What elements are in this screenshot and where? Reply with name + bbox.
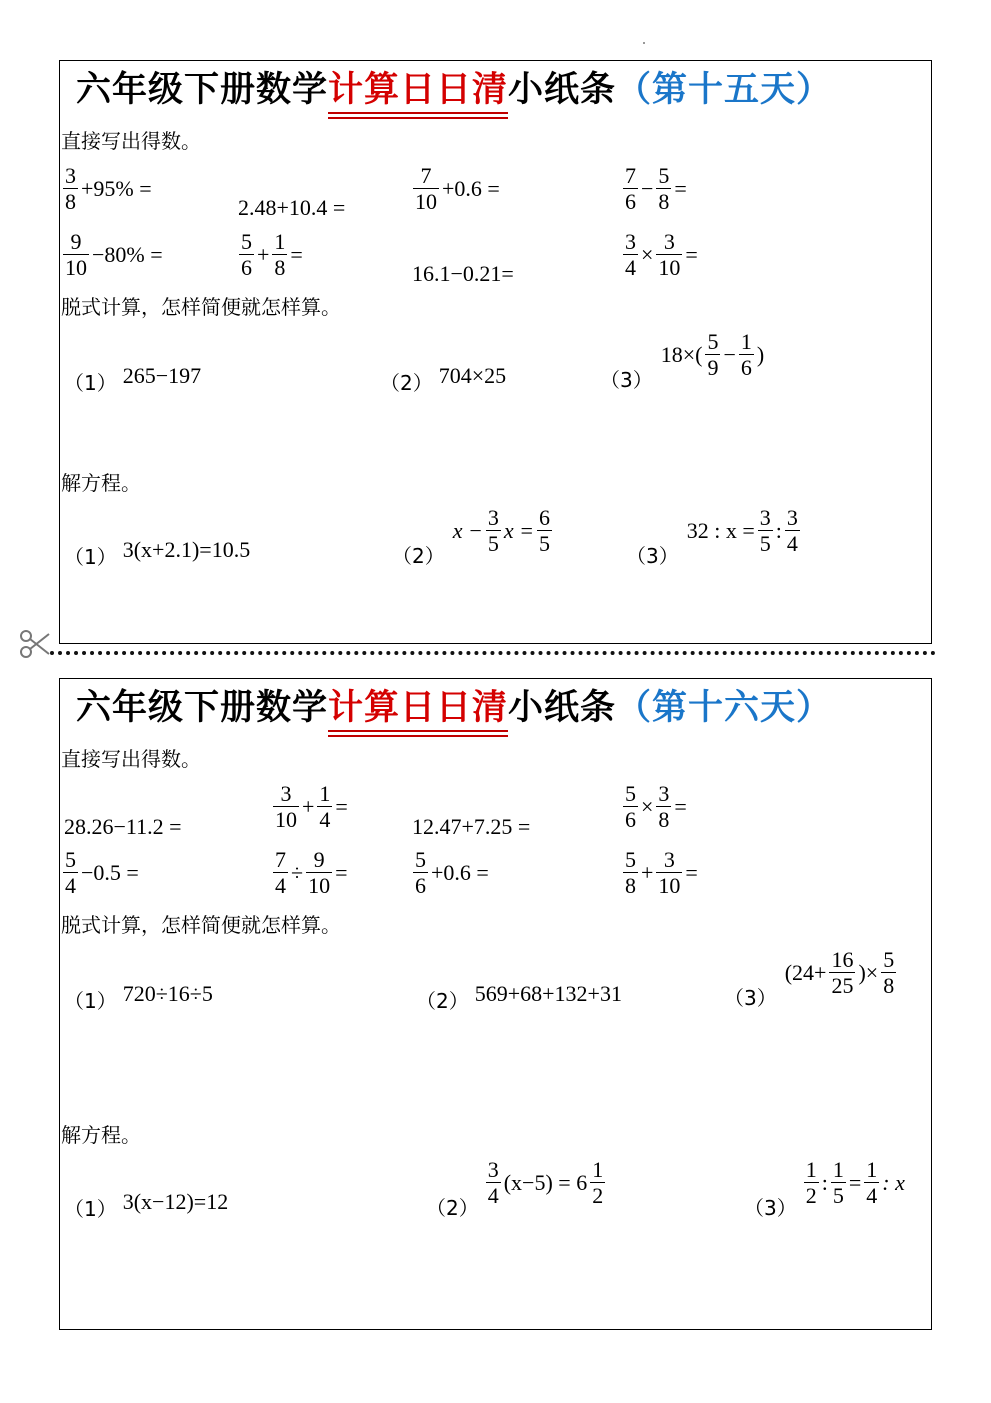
denominator: 4 (487, 1183, 499, 1208)
equals-sign: = (674, 793, 687, 819)
numerator: 1 (740, 329, 752, 354)
denominator: 25 (831, 973, 854, 998)
denominator: 4 (866, 1183, 878, 1208)
denominator: 4 (275, 873, 286, 898)
denominator: 5 (538, 531, 550, 556)
expression: 704×25 (438, 362, 507, 388)
exercise-direct-b4 (622, 229, 700, 280)
numerator: 3 (625, 229, 636, 254)
denominator: 4 (786, 531, 798, 556)
stray-dot (643, 42, 645, 44)
section-step-calculation: 脱式计算，怎样简便就怎样算。 (61, 913, 341, 937)
denominator: 6 (415, 873, 426, 898)
exercise-eq-2 (426, 1157, 606, 1220)
title-day-label: （第十五天） (616, 70, 833, 110)
numerator: 3 (280, 781, 292, 806)
exercise-calc-2 (416, 979, 622, 1013)
equals-sign: = (335, 859, 348, 885)
denominator: 2 (592, 1183, 604, 1208)
exercise-calc-3 (600, 329, 766, 392)
title-black-part: 六年级下册数学 (76, 70, 329, 110)
expression-rest: +0.6 = (442, 175, 500, 201)
section-direct-answers: 直接写出得数。 (61, 747, 201, 771)
numerator: 7 (420, 163, 432, 188)
denominator: 4 (65, 873, 76, 898)
denominator: 8 (883, 973, 895, 998)
numerator: 5 (65, 847, 76, 872)
expression: 265−197 (122, 362, 202, 388)
operator: × (641, 241, 654, 267)
numerator: 5 (883, 947, 895, 972)
denominator: 4 (319, 807, 331, 832)
denominator: 5 (832, 1183, 844, 1208)
title-black-part: 六年级下册数学 (76, 688, 329, 728)
numerator: 9 (70, 229, 82, 254)
numerator: 5 (241, 229, 252, 254)
numerator: 5 (625, 781, 636, 806)
exercise-direct-a2 (238, 195, 345, 221)
denominator: 8 (65, 189, 76, 214)
equation-prefix: 32 : x = (686, 517, 755, 543)
section-solve-equations: 解方程。 (61, 471, 141, 495)
section-step-calculation: 脱式计算，怎样简便就怎样算。 (61, 295, 341, 319)
denominator: 8 (625, 873, 636, 898)
numerator: 3 (487, 505, 499, 530)
denominator: 4 (625, 255, 636, 280)
section-direct-answers: 直接写出得数。 (61, 129, 201, 153)
numerator: 6 (538, 505, 550, 530)
exercise-calc-1 (64, 361, 202, 395)
exercise-direct-b1 (62, 229, 165, 280)
worksheet-card-day15 (59, 60, 932, 644)
item-label: （1） (64, 1197, 117, 1221)
item-label: （2） (416, 989, 469, 1013)
exercise-direct-a3 (412, 163, 502, 214)
denominator: 8 (658, 807, 670, 832)
numerator: 3 (487, 1157, 499, 1182)
title-day-label: （第十六天） (616, 688, 833, 728)
ratio-colon: : (775, 517, 782, 543)
numerator: 1 (319, 781, 331, 806)
denominator: 10 (658, 255, 681, 280)
equation-suffix: : x (882, 1169, 905, 1195)
expression: 2.48+10.4 = (238, 195, 346, 220)
item-label: （2） (380, 371, 433, 395)
exercise-calc-2 (380, 361, 507, 395)
denominator: 5 (487, 531, 499, 556)
denominator: 10 (65, 255, 87, 280)
item-label: （3） (600, 368, 653, 392)
numerator: 3 (786, 505, 798, 530)
item-label: （2） (426, 1196, 479, 1220)
numerator: 1 (866, 1157, 878, 1182)
exercise-direct-a4 (622, 163, 689, 214)
expression-prefix: (24+ (784, 959, 827, 985)
equals-sign: = (335, 793, 348, 819)
exercise-direct-a4 (622, 781, 689, 832)
expression: 28.26−11.2 = (64, 814, 182, 839)
denominator: 6 (625, 807, 636, 832)
denominator: 8 (658, 189, 670, 214)
exercise-direct-a1 (62, 163, 154, 214)
numerator: 16 (831, 947, 854, 972)
expression-suffix: ) (756, 341, 765, 367)
item-label: （1） (64, 545, 117, 569)
exercise-direct-b3 (412, 261, 514, 287)
equation-middle: x = (503, 517, 534, 543)
title-black-part-2: 小纸条 (508, 688, 617, 728)
exercise-eq-2 (392, 505, 553, 568)
numerator: 1 (274, 229, 286, 254)
numerator: 3 (759, 505, 771, 530)
expression-rest: +0.6 = (431, 859, 489, 885)
exercise-direct-a2 (272, 781, 350, 832)
denominator: 10 (308, 873, 331, 898)
expression: 569+68+132+31 (474, 980, 622, 1006)
denominator: 5 (759, 531, 771, 556)
exercise-calc-3 (724, 947, 897, 1010)
operator: × (641, 793, 654, 819)
equals-sign: = (848, 1169, 862, 1195)
numerator: 9 (313, 847, 325, 872)
expression-rest: −80% = (92, 241, 163, 267)
section-solve-equations: 解方程。 (61, 1123, 141, 1147)
title-red-part: 计算日日清 (328, 67, 508, 113)
equals-sign: = (685, 859, 698, 885)
denominator: 6 (740, 355, 752, 380)
item-label: （1） (64, 989, 117, 1013)
card-title (76, 685, 832, 731)
exercise-direct-b4 (622, 847, 700, 898)
equation: 3(x−12)=12 (122, 1188, 229, 1214)
numerator: 5 (625, 847, 636, 872)
exercise-direct-b2 (238, 229, 305, 280)
exercise-direct-b1 (62, 847, 141, 898)
exercise-calc-1 (64, 979, 213, 1013)
exercise-eq-1 (64, 1187, 229, 1221)
denominator: 10 (658, 873, 681, 898)
title-red-part: 计算日日清 (328, 685, 508, 731)
expression-rest: −0.5 = (81, 859, 139, 885)
cut-line (50, 651, 936, 655)
scissors-icon (18, 628, 50, 660)
exercise-eq-3 (744, 1157, 907, 1220)
exercise-direct-b3 (412, 847, 491, 898)
exercise-direct-a1 (64, 814, 182, 840)
numerator: 7 (625, 163, 636, 188)
expression: 720÷16÷5 (122, 980, 213, 1006)
item-label: （1） (64, 371, 117, 395)
equals-sign: = (674, 175, 687, 201)
operator: ÷ (291, 859, 304, 885)
numerator: 3 (658, 781, 670, 806)
operator: − (641, 175, 654, 201)
denominator: 2 (805, 1183, 817, 1208)
numerator: 5 (415, 847, 426, 872)
denominator: 6 (241, 255, 252, 280)
exercise-direct-a3 (412, 814, 530, 840)
numerator: 3 (65, 163, 76, 188)
numerator: 5 (707, 329, 719, 354)
expression-middle: )× (858, 959, 879, 985)
numerator: 1 (832, 1157, 844, 1182)
title-black-part-2: 小纸条 (508, 70, 617, 110)
item-label: （2） (392, 544, 445, 568)
operator: + (641, 859, 654, 885)
numerator: 3 (663, 847, 675, 872)
numerator: 1 (805, 1157, 817, 1182)
operator: + (257, 241, 270, 267)
worksheet-card-day16 (59, 678, 932, 1330)
numerator: 7 (275, 847, 286, 872)
numerator: 3 (663, 229, 675, 254)
ratio-colon: : (821, 1169, 828, 1195)
item-label: （3） (724, 986, 777, 1010)
expression: 16.1−0.21= (412, 261, 514, 286)
equals-sign: = (290, 241, 303, 267)
denominator: 10 (275, 807, 297, 832)
expression-prefix: 18×( (660, 341, 703, 367)
exercise-direct-b2 (272, 847, 350, 898)
exercise-eq-3 (626, 505, 801, 568)
item-label: （3） (626, 544, 679, 568)
expression-rest: +95% = (81, 175, 152, 201)
numerator: 1 (592, 1157, 604, 1182)
denominator: 9 (707, 355, 719, 380)
equals-sign: = (685, 241, 698, 267)
denominator: 6 (625, 189, 636, 214)
equation-prefix: x − (452, 517, 483, 543)
card-title (76, 67, 832, 113)
numerator: 5 (658, 163, 670, 188)
equation: 3(x+2.1)=10.5 (122, 536, 251, 562)
expression: 12.47+7.25 = (412, 814, 531, 839)
operator: + (302, 793, 315, 819)
item-label: （3） (744, 1196, 797, 1220)
denominator: 10 (415, 189, 437, 214)
operator: − (723, 341, 736, 367)
exercise-eq-1 (64, 535, 251, 569)
equation-middle: (x−5) = 6 (503, 1169, 588, 1195)
denominator: 8 (274, 255, 286, 280)
